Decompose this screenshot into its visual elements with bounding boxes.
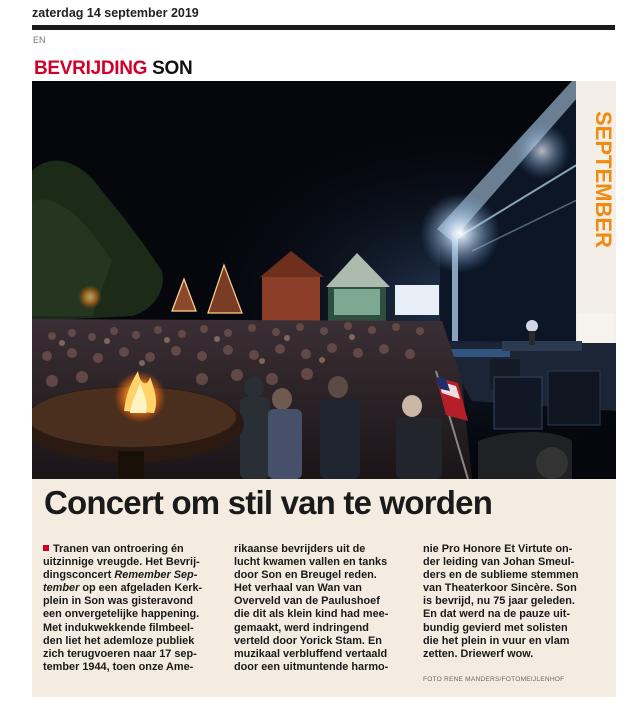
article-line: muzikaal verbluffend vertaald [234,647,388,660]
page-date: zaterdag 14 september 2019 [32,6,199,20]
article-line: die het plein in vuur en vlam [423,634,570,647]
header-rule [32,25,615,30]
edition-label: EN [33,35,46,45]
article-line: verteld door Yorick Stam. En [234,634,382,647]
article-line: rikaanse bevrijders uit de [234,543,366,555]
article-line: van Theaterkoor Sincère. Son [423,582,577,595]
article-line: Het verhaal van Wan van [234,582,362,595]
article-line: den liet het ademloze publiek [43,634,195,647]
article-line: door een uitmuntende harmo- [234,660,389,673]
concert-photo-illustration [32,81,616,479]
photo-credit: FOTO RENE MANDERS/FOTOMEIJLENHOF [423,676,565,683]
article-column-2 [234,543,409,674]
article-line: Tranen van ontroering én [43,543,218,556]
article-line: zetten. Driewerf wow. [423,647,534,660]
article-line: uitzinnige vreugde. Het Bevrij- [43,556,200,569]
section-label-red: BEVRIJDING [34,58,148,79]
section-label [34,58,192,80]
stage-banner-text: SEPTEMBER [591,111,616,248]
article-line: Met indukwekkende filmbeel- [43,621,194,634]
article-column-3 [423,543,598,661]
article-line: tember op een afgeladen Kerk- [43,582,203,595]
article-line: zich terugvoeren naar 17 sep- [43,647,197,660]
article-line: tember 1944, toen onze Ame- [43,660,194,673]
article-line: der leiding van Johan Smeul- [423,556,575,569]
article-line: plein in Son was gisteravond [43,595,194,608]
article-line: nie Pro Honore Et Virtute on- [423,543,573,555]
concert-photo [32,81,616,479]
article-line: een onvergetelijke happening. [43,608,200,621]
article-headline: Concert om stil van te worden [44,484,493,521]
bullet-square-icon [43,545,49,551]
article-column-1 [43,543,218,674]
article-line: die dit als klein kind had mee- [234,608,389,621]
article-line: bundig gevierd met solisten [423,621,568,634]
section-header [32,57,232,81]
article-line: gemaakt, werd indringend [234,621,369,634]
section-label-black: SON [152,58,193,79]
article-line: dingsconcert Remember Sep- [43,569,198,582]
article-line: lucht kwamen vallen en tanks [234,556,388,569]
article-line: ders en de sublieme stemmen [423,569,579,582]
article-line: En dat werd na de pauze uit- [423,608,571,621]
article-line: Overveld van de Paulushoef [234,595,380,608]
article-line: door Son en Breugel reden. [234,569,377,582]
article-line: is bevrijd, nu 75 jaar geleden. [423,595,575,608]
